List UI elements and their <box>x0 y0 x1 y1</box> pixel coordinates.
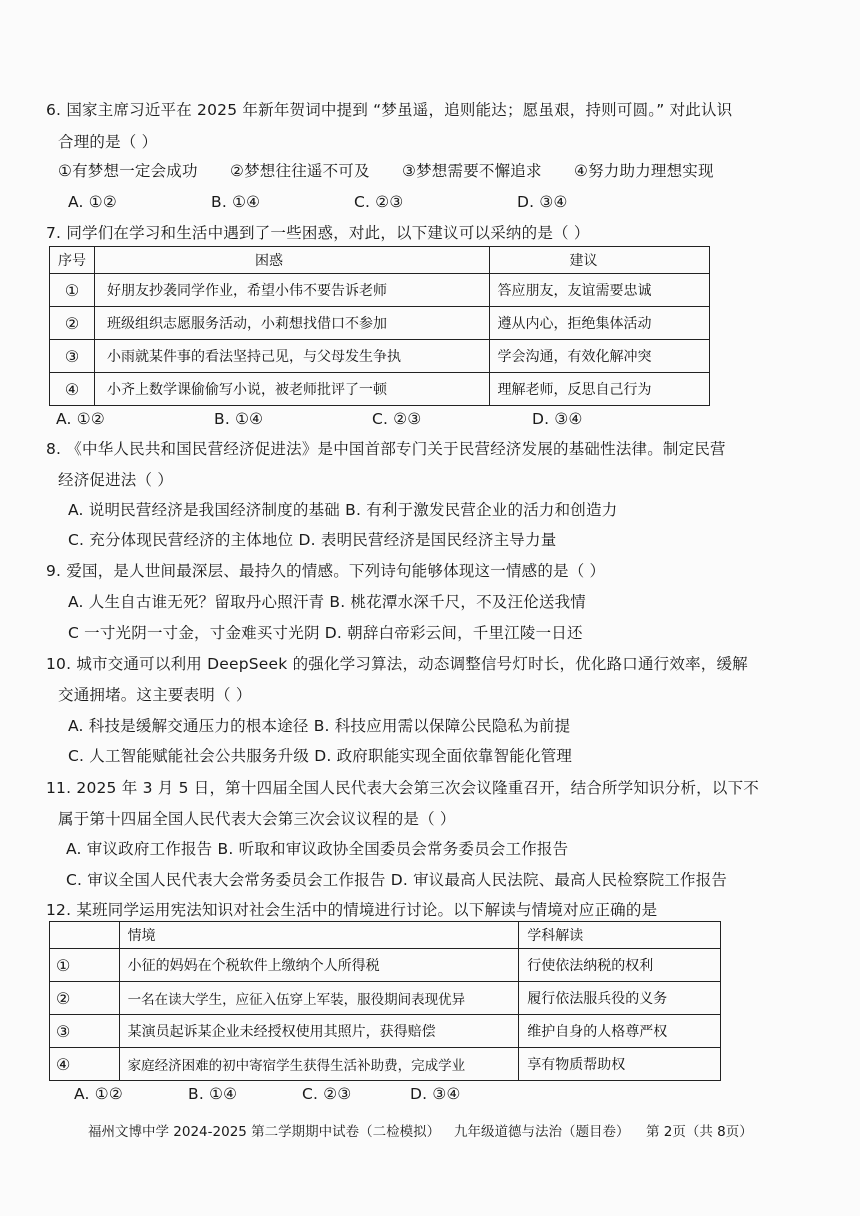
q11-stem-line2: 属于第十四届全国人民代表大会第三次会议议程的是（ ） <box>58 810 456 828</box>
q6-stem-line2: 合理的是（ ） <box>58 133 158 151</box>
row-confusion: 好朋友抄袭同学作业，希望小伟不要告诉老师 <box>95 274 490 307</box>
q10-stem-line2: 交通拥堵。这主要表明（ ） <box>58 686 252 704</box>
q7-options <box>56 408 583 430</box>
table-row <box>50 307 710 340</box>
q11-options-ab: A. 审议政府工作报告 B. 听取和审议政协全国委员会常务委员会工作报告 <box>66 840 569 858</box>
q6-option-b: B. ①④ <box>211 193 261 211</box>
q8-options-cd: C. 充分体现民营经济的主体地位 D. 表明民营经济是国民经济主导力量 <box>68 531 557 549</box>
q9-stem: 9. 爱国，是人世间最深层、最持久的情感。下列诗句能够体现这一情感的是（ ） <box>46 562 606 580</box>
row-confusion: 小齐上数学课偷偷写小说，被老师批评了一顿 <box>95 373 490 406</box>
q12-option-a: A. ①② <box>74 1085 123 1103</box>
q7-option-b: B. ①④ <box>214 410 264 428</box>
footer-page-number: 第 2页（共 8页） <box>646 1124 753 1140</box>
row-interpretation: 履行依法服兵役的义务 <box>519 982 721 1015</box>
q7-header-advice: 建议 <box>489 247 709 274</box>
q6-statement: ③梦想需要不懈追求 <box>402 162 542 180</box>
q12-option-d: D. ③④ <box>410 1085 461 1103</box>
q12-header-interpretation: 学科解读 <box>519 922 721 949</box>
row-number: ② <box>50 307 95 340</box>
table-row <box>50 340 710 373</box>
row-number: ③ <box>50 1015 120 1048</box>
q6-option-c: C. ②③ <box>354 193 404 211</box>
q9-options-ab: A. 人生自古谁无死？留取丹心照汗青 B. 桃花潭水深千尺，不及汪伦送我情 <box>68 593 587 611</box>
q6-option-a: A. ①② <box>68 193 117 211</box>
q7-stem: 7. 同学们在学习和生活中遇到了一些困惑，对此，以下建议可以采纳的是（ ） <box>46 224 590 242</box>
q12-table <box>49 921 721 1081</box>
row-interpretation: 享有物质帮助权 <box>519 1048 721 1081</box>
q6-statements <box>58 160 714 182</box>
q8-stem-line1: 8. 《中华人民共和国民营经济促进法》是中国首部专门关于民营经济发展的基础性法律。制定民营 <box>46 440 726 458</box>
footer-school: 福州文博中学 2024-2025 第二学期期中试卷（二检模拟） <box>88 1124 441 1140</box>
q12-options <box>74 1083 461 1105</box>
row-number: ① <box>50 274 95 307</box>
q7-header-confusion: 困惑 <box>95 247 490 274</box>
q11-stem-line1: 11. 2025 年 3 月 5 日，第十四届全国人民代表大会第三次会议隆重召开，结合所学知识分析，以下不 <box>46 779 759 797</box>
q8-options-ab: A. 说明民营经济是我国经济制度的基础 B. 有利于激发民营企业的活力和创造力 <box>68 501 618 519</box>
footer-subject: 九年级道德与法治（题目卷） <box>454 1124 630 1140</box>
q12-option-b: B. ①④ <box>188 1085 238 1103</box>
table-row <box>50 1048 721 1081</box>
row-situation: 小征的妈妈在个税软件上缴纳个人所得税 <box>119 949 519 982</box>
row-number: ① <box>50 949 120 982</box>
q12-header-situation: 情境 <box>119 922 519 949</box>
row-situation: 某演员起诉某企业未经授权使用其照片，获得赔偿 <box>119 1015 519 1048</box>
row-advice: 遵从内心，拒绝集体活动 <box>489 307 709 340</box>
q6-options <box>68 191 568 213</box>
row-interpretation: 行使依法纳税的权利 <box>519 949 721 982</box>
table-row <box>50 982 721 1015</box>
row-number: ② <box>50 982 120 1015</box>
table-row <box>50 274 710 307</box>
row-confusion: 班级组织志愿服务活动，小莉想找借口不参加 <box>95 307 490 340</box>
q10-options-ab: A. 科技是缓解交通压力的根本途径 B. 科技应用需以保障公民隐私为前提 <box>68 717 571 735</box>
row-situation: 一名在读大学生，应征入伍穿上军装，服役期间表现优异 <box>119 982 519 1015</box>
table-row <box>50 949 721 982</box>
q6-option-d: D. ③④ <box>517 193 568 211</box>
q10-options-cd: C. 人工智能赋能社会公共服务升级 D. 政府职能实现全面依靠智能化管理 <box>68 747 573 765</box>
row-number: ③ <box>50 340 95 373</box>
q6-stem-line1: 6. 国家主席习近平在 2025 年新年贺词中提到 “梦虽遥，追则能达；愿虽艰，持则可圆。” 对此认识 <box>46 101 733 119</box>
q6-statement: ②梦想往往遥不可及 <box>230 162 370 180</box>
row-confusion: 小雨就某件事的看法坚持己见，与父母发生争执 <box>95 340 490 373</box>
row-interpretation: 维护自身的人格尊严权 <box>519 1015 721 1048</box>
row-advice: 学会沟通，有效化解冲突 <box>489 340 709 373</box>
row-situation: 家庭经济困难的初中寄宿学生获得生活补助费，完成学业 <box>119 1048 519 1081</box>
q12-option-c: C. ②③ <box>302 1085 352 1103</box>
q9-options-cd: C 一寸光阴一寸金，寸金难买寸光阴 D. 朝辞白帝彩云间，千里江陵一日还 <box>68 624 583 642</box>
row-number: ④ <box>50 1048 120 1081</box>
q6-statement: ④努力助力理想实现 <box>574 162 714 180</box>
q7-table <box>49 246 710 406</box>
q12-table-header <box>50 922 721 949</box>
q7-option-d: D. ③④ <box>532 410 583 428</box>
q10-stem-line1: 10. 城市交通可以利用 DeepSeek 的强化学习算法，动态调整信号灯时长，优化路口通行效率，缓解 <box>46 655 748 673</box>
q8-stem-line2: 经济促进法（ ） <box>58 471 174 489</box>
q6-statement: ①有梦想一定会成功 <box>58 162 198 180</box>
row-number: ④ <box>50 373 95 406</box>
row-advice: 答应朋友，友谊需要忠诚 <box>489 274 709 307</box>
q7-table-header <box>50 247 710 274</box>
q7-header-number: 序号 <box>50 247 95 274</box>
row-advice: 理解老师，反思自己行为 <box>489 373 709 406</box>
table-row <box>50 373 710 406</box>
table-row <box>50 1015 721 1048</box>
q11-options-cd: C. 审议全国人民代表大会常务委员会工作报告 D. 审议最高人民法院、最高人民检察院工作报告 <box>66 871 728 889</box>
q7-option-c: C. ②③ <box>372 410 422 428</box>
q7-option-a: A. ①② <box>56 410 105 428</box>
q12-header-number <box>50 922 120 949</box>
q12-stem: 12. 某班同学运用宪法知识对社会生活中的情境进行讨论。以下解读与情境对应正确的是 <box>46 901 658 919</box>
